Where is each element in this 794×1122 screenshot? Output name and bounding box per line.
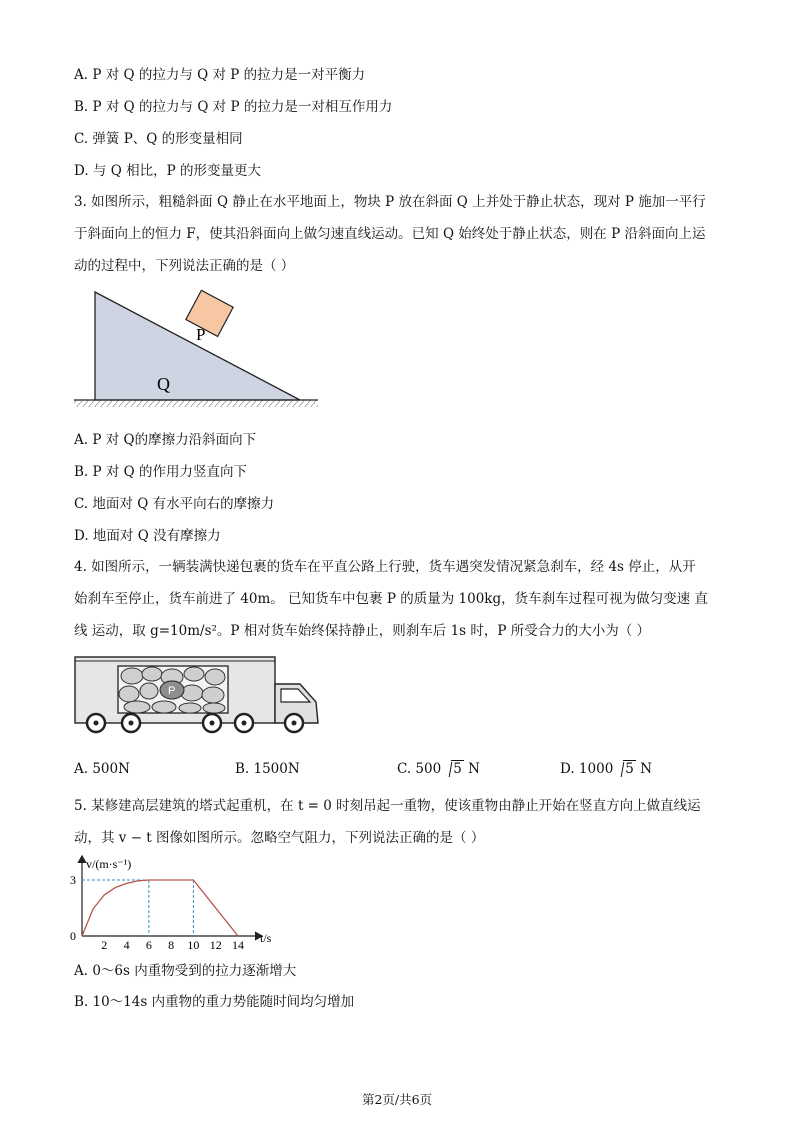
q5-option-b: B. 10～14s 内重物的重力势能随时间均匀增加	[74, 994, 355, 1010]
y-tick-label: 3	[70, 873, 76, 887]
q4-stem-line2: 始刹车至停止，货车前进了 40m。 已知货车中包裹 P 的质量为 100kg，货车刹车过程可视为做匀变速 直	[74, 591, 708, 607]
sqrt-symbol	[614, 759, 636, 779]
q2-option-a: A. P 对 Q 的拉力与 Q 对 P 的拉力是一对平衡力	[74, 67, 366, 83]
y-axis-label: v/(m·s⁻¹)	[86, 857, 132, 871]
x-tick-label: 8	[168, 938, 175, 952]
x-axis-label: t/s	[260, 931, 272, 945]
q4-option-b: B. 1500N	[235, 761, 300, 777]
x-tick-label: 14	[232, 938, 244, 952]
q2-option-b: B. P 对 Q 的拉力与 Q 对 P 的拉力是一对相互作用力	[74, 99, 393, 115]
q5-option-a: A. 0～6s 内重物受到的拉力逐渐增大	[74, 963, 297, 979]
q3-stem-line3: 动的过程中，下列说法正确的是（ ）	[74, 258, 295, 274]
q3-stem-line1: 3. 如图所示，粗糙斜面 Q 静止在水平地面上，物块 P 放在斜面 Q 上并处于静止状态，现对 P 施加一平行	[74, 194, 706, 210]
q3-option-d: D. 地面对 Q 没有摩擦力	[74, 528, 221, 544]
q2-option-c: C. 弹簧 P、Q 的形变量相同	[74, 131, 243, 147]
q4-option-a: A. 500N	[74, 761, 130, 777]
q5-stem-line2: 动，其 v − t 图像如图所示。忽略空气阻力，下列说法正确的是（ ）	[74, 830, 485, 846]
q4-option-c-prefix: C. 500	[397, 761, 442, 777]
ground-hatch	[74, 400, 318, 407]
q4-option-d-radicand: 5	[625, 761, 634, 777]
vt-chart	[66, 854, 286, 950]
q2-option-d: D. 与 Q 相比，P 的形变量更大	[74, 163, 261, 179]
q3-stem-line2: 于斜面向上的恒力 F，使其沿斜面向上做匀速直线运动。已知 Q 始终处于静止状态，则在 P 沿斜面向上运	[74, 226, 706, 242]
block-p-label: P	[196, 325, 206, 344]
incline-q-label: Q	[157, 374, 170, 394]
q4-option-c	[397, 759, 480, 779]
q3-option-b: B. P 对 Q 的作用力竖直向下	[74, 464, 248, 480]
q4-option-c-unit: N	[468, 761, 480, 777]
q5-stem-line1: 5. 某修建高层建筑的塔式起重机，在 t = 0 时刻吊起一重物，使该重物由静止开始在竖直方向上做直线运	[74, 798, 701, 814]
q4-option-c-radicand: 5	[453, 761, 462, 777]
q4-stem-line3: 线 运动，取 g=10m/s²。P 相对货车始终保持静止，则刹车后 1s 时，P 所受合力的大小为（ ）	[74, 623, 651, 639]
q4-stem-line1: 4. 如图所示，一辆装满快递包裹的货车在平直公路上行驶，货车遇突发情况紧急刹车，经 4s 停止，从开	[74, 559, 696, 575]
x-tick-label: 2	[101, 938, 108, 952]
page-footer: 第2页/共6页	[361, 1092, 433, 1107]
truck-figure	[72, 652, 322, 738]
block-p	[186, 290, 233, 336]
x-tick-label: 4	[123, 938, 130, 952]
q4-option-d-unit: N	[640, 761, 652, 777]
x-tick-label: 6	[145, 938, 152, 952]
y-tick-label: 0	[70, 929, 76, 943]
sqrt-symbol	[442, 759, 464, 779]
q4-option-d-prefix: D. 1000	[560, 761, 614, 777]
incline-figure	[70, 286, 322, 412]
vt-curve	[82, 880, 238, 936]
q3-option-c: C. 地面对 Q 有水平向右的摩擦力	[74, 496, 275, 512]
q3-option-a: A. P 对 Q的摩擦力沿斜面向下	[74, 432, 257, 448]
package-p-label: P	[168, 685, 176, 697]
x-tick-label: 12	[209, 938, 222, 952]
q4-option-d	[560, 759, 652, 779]
x-tick-label: 10	[187, 938, 200, 952]
